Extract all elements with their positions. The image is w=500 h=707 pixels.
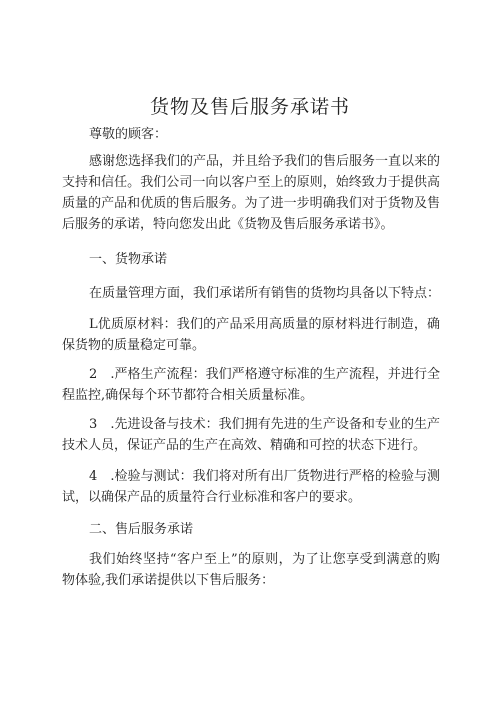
service-intro-paragraph: 我们始终坚持“客户至上”的原则，为了让您享受到满意的购物体验,我们承诺提供以下售后服务： [62, 552, 440, 588]
goods-item-1: L优质原材料：我们的产品采用高质量的原材料进行制造，确保货物的质量稳定可靠。 [62, 317, 440, 353]
goods-item-2: 2 .严格生产流程：我们严格遵守标准的生产流程，并进行全程监控,确保每个环节都符合相关质量标准。 [62, 367, 440, 403]
goods-item-3: 3 .先进设备与技术：我们拥有先进的生产设备和专业的生产技术人员，保证产品的生产在高效、精确和可控的状态下进行。 [62, 417, 440, 453]
document-title: 货物及售后服务承诺书 [149, 96, 350, 118]
greeting: 尊敬的顾客： [89, 127, 168, 142]
section-heading-goods: 一、货物承诺 [89, 252, 168, 267]
section-heading-service: 二、售后服务承诺 [89, 522, 194, 537]
goods-item-4: 4 .检验与测试：我们将对所有出厂货物进行严格的检验与测试，以确保产品的质量符合行业标准和客户的要求。 [62, 469, 440, 505]
intro-paragraph: 感谢您选择我们的产品，并且给予我们的售后服务一直以来的支持和信任。我们公司一向以客户至上的原则，始终致力于提供高质量的产品和优质的售后服务。为了进一步明确我们对于货物及售后服务的承诺，特向您发出此《货物及售后服务承诺书》。 [62, 154, 441, 232]
quality-statement: 在质量管理方面，我们承诺所有销售的货物均具备以下特点： [89, 286, 441, 301]
